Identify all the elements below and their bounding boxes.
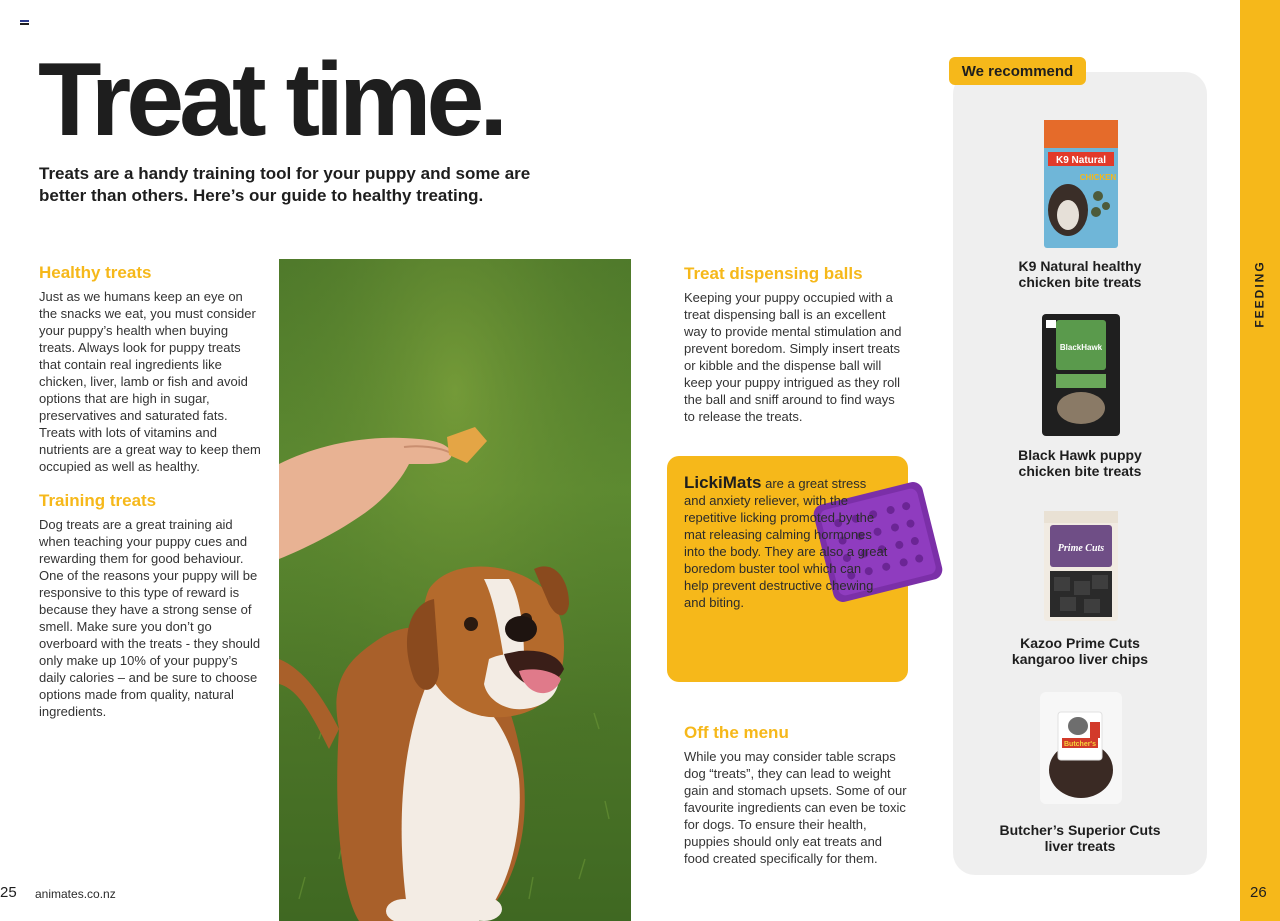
product-name-line2: chicken bite treats (1018, 274, 1142, 290)
product-pack-label: BlackHawk (1059, 343, 1103, 352)
page-number-right: 26 (1250, 884, 1267, 901)
product-pack-label: Prime Cuts (1057, 543, 1105, 554)
sidebar-label-text: FEEDING (1253, 260, 1267, 328)
lickimats-body: are a great stress and anxiety reliever, with the repetitive licking promoted by the mat releasing calming hormones into the body. They are also a great boredom buster tool which can help prevent destructive chewing and biting. (684, 476, 888, 610)
section-treat-dispensing-balls (684, 263, 909, 425)
sidebar-label (1248, 258, 1272, 330)
section-healthy-treats (39, 262, 264, 475)
product-pack-label: K9 Natural (1055, 155, 1107, 166)
product-name-line1: K9 Natural healthy (1018, 258, 1142, 274)
product-name (980, 258, 1180, 290)
product-name (980, 447, 1180, 479)
product-name-line1: Black Hawk puppy (1018, 447, 1142, 463)
section-body: Dog treats are a great training aid when teaching your puppy cues and rewarding them for good behaviour. One of the reasons your puppy will be responsive to this type of reward is because they have a strong sense of smell. Make sure you don’t go overboard with the treats - they should only make up 10% of your puppy’s daily calories – and be sure to choose options made from quality, natural ingredients. (39, 517, 261, 719)
section-heading: Off the menu (684, 723, 789, 742)
product-butchers-superior-cuts-pack (1040, 692, 1122, 804)
section-heading: Treat dispensing balls (684, 264, 863, 283)
lickimats-heading: LickiMats (684, 473, 762, 492)
dog-illustration (279, 259, 631, 921)
section-body: While you may consider table scraps dog “treats”, they can lead to weight gain and stomach upsets. Some of our favourite ingredients can even be toxic for dogs. To ensure their health, puppies should only eat treats and food created specifically for them. (684, 749, 907, 866)
menu-icon[interactable] (20, 20, 29, 27)
section-training-treats (39, 490, 264, 720)
product-name-line2: liver treats (1044, 838, 1116, 854)
product-name (980, 635, 1180, 667)
product-name-line1: Kazoo Prime Cuts (1020, 635, 1140, 651)
recommend-badge: We recommend (949, 57, 1086, 85)
product-name-line2: chicken bite treats (1018, 463, 1142, 479)
product-name (980, 822, 1180, 854)
section-heading: Healthy treats (39, 263, 152, 282)
product-name-line1: Butcher’s Superior Cuts (999, 822, 1161, 838)
section-body: Just as we humans keep an eye on the snacks we eat, you must consider your puppy’s health when buying treats. Always look for puppy treats that contain real ingredients like chicken, liver, lamb or fish and avoid options that are high in sugar, preservatives and saturated fats. Treats with lots of vitamins and nutrients are a great way to keep them occupied as well as healthy. (39, 289, 261, 474)
section-heading: Training treats (39, 491, 157, 510)
product-black-hawk-pack (1042, 314, 1120, 436)
page-intro: Treats are a handy training tool for your puppy and some are better than others. Here’s our guide to healthy treating. (39, 164, 531, 205)
section-body: Keeping your puppy occupied with a treat dispensing ball is an excellent way to provide mental stimulation and prevent boredom. Simply insert treats or kibble and the dispense ball will keep your puppy intrigued as they roll the ball and sniff around to find ways to release the treats. (684, 290, 902, 424)
footer-site[interactable]: animates.co.nz (35, 887, 116, 901)
product-k9-natural-pack (1044, 120, 1118, 248)
product-kazoo-prime-cuts-pack (1044, 511, 1118, 621)
dog-photo (279, 259, 631, 921)
product-pack-label: Butcher's (1063, 741, 1097, 748)
page-title: Treat time. (38, 42, 504, 158)
section-sidebar (1240, 0, 1280, 921)
svg-text:CHICKEN: CHICKEN (1079, 173, 1117, 182)
page-number-left: 25 (0, 884, 17, 901)
section-off-the-menu (684, 722, 909, 867)
lickimats-text (684, 474, 889, 611)
product-name-line2: kangaroo liver chips (1011, 651, 1149, 667)
